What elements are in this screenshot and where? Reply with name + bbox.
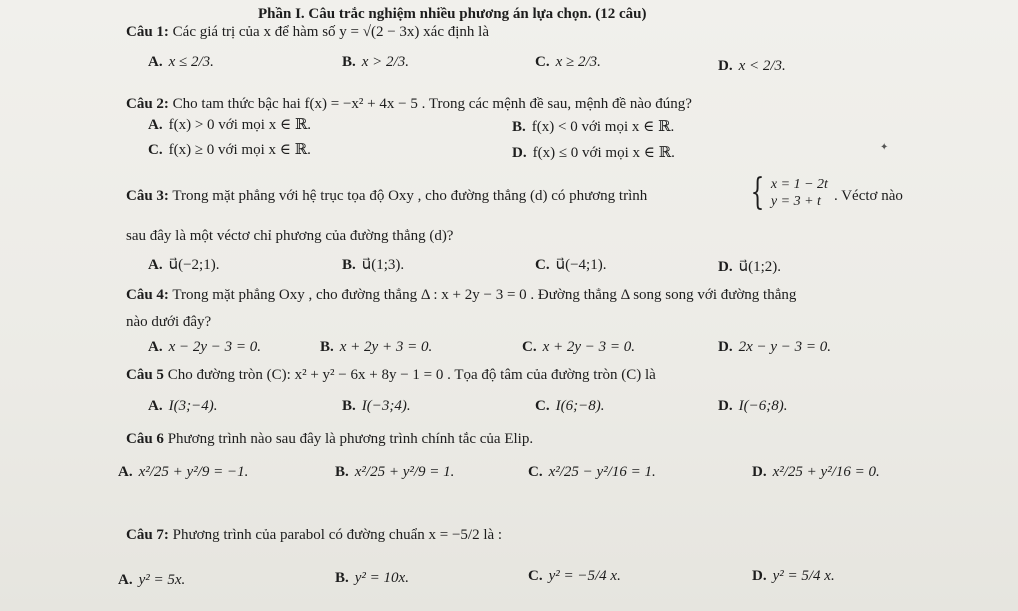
question-4 [126,285,796,305]
question-4-label: Câu 4: [126,287,169,303]
q7-option-c[interactable]: C. y² = −5/4 x. [528,568,621,584]
q5-option-c[interactable]: C. I(6;−8). [535,398,605,414]
question-5-label: Câu 5 [126,367,164,383]
q4-option-a[interactable]: A. x − 2y − 3 = 0. [148,339,262,355]
q5-option-d[interactable]: D. I(−6;8). [718,398,788,414]
q3-option-c[interactable]: C. u⃗(−4;1). [535,257,607,273]
question-3-system [746,172,828,213]
brace-icon: { [750,172,765,213]
system-row-2: y = 3 + t [770,194,821,209]
q1-option-b[interactable]: B. x > 2/3. [342,54,409,70]
question-2-text: Cho tam thức bậc hai f(x) = −x² + 4x − 5 . Trong các mệnh đề sau, mệnh đề nào đúng? [172,96,692,112]
question-7-label: Câu 7: [126,527,169,543]
q2-option-a[interactable]: A. f(x) > 0 với mọi x ∈ ℝ. [148,117,312,133]
question-3-label: Câu 3: [126,188,169,204]
question-1 [126,22,489,42]
question-6-text: Phương trình nào sau đây là phương trình chính tắc của Elip. [167,431,534,447]
question-3-text-after: . Véctơ nào [834,188,903,204]
question-2-label: Câu 2: [126,96,169,112]
q5-option-b[interactable]: B. I(−3;4). [342,398,411,414]
question-1-label: Câu 1: [126,24,169,40]
q1-option-a[interactable]: A. x ≤ 2/3. [148,54,214,70]
q7-option-d[interactable]: D. y² = 5/4 x. [752,568,835,584]
question-7-text: Phương trình của parabol có đường chuẩn x = −5/2 là : [172,527,503,543]
q3-option-d[interactable]: D. u⃗(1;2). [718,259,782,275]
system-row-1: x = 1 − 2t [770,177,828,192]
q4-option-d[interactable]: D. 2x − y − 3 = 0. [718,339,832,355]
question-7 [126,525,502,545]
question-6 [126,429,533,449]
q6-option-a[interactable]: A. x²/25 + y²/9 = −1. [118,464,249,480]
q1-option-d[interactable]: D. x < 2/3. [718,58,786,74]
q1-option-c[interactable]: C. x ≥ 2/3. [535,54,601,70]
speck-mark: ✦ [880,142,889,153]
q4-option-b[interactable]: B. x + 2y + 3 = 0. [320,339,433,355]
q7-option-a[interactable]: A. y² = 5x. [118,572,186,588]
question-6-label: Câu 6 [126,431,164,447]
q7-option-b[interactable]: B. y² = 10x. [335,570,409,586]
q2-option-b[interactable]: B. f(x) < 0 với mọi x ∈ ℝ. [512,119,675,135]
q3-option-b[interactable]: B. u⃗(1;3). [342,257,405,273]
question-5 [126,365,656,385]
question-2 [126,94,692,114]
q2-option-c[interactable]: C. f(x) ≥ 0 với mọi x ∈ ℝ. [148,142,311,158]
q4-option-c[interactable]: C. x + 2y − 3 = 0. [522,339,636,355]
question-1-text: Các giá trị của x để hàm số y = √(2 − 3x) xác định là [172,24,489,40]
section-header: Phần I. Câu trắc nghiệm nhiều phương án lựa chọn. (12 câu) [258,6,647,22]
q6-option-d[interactable]: D. x²/25 + y²/16 = 0. [752,464,880,480]
question-3-text2: sau đây là một véctơ chỉ phương của đường thẳng (d)? [126,228,454,244]
question-4-text: Trong mặt phẳng Oxy , cho đường thẳng Δ : x + 2y − 3 = 0 . Đường thẳng Δ song song với đường thẳng [172,287,797,303]
q6-option-c[interactable]: C. x²/25 − y²/16 = 1. [528,464,656,480]
q2-option-d[interactable]: D. f(x) ≤ 0 với mọi x ∈ ℝ. [512,145,675,161]
q6-option-b[interactable]: B. x²/25 + y²/9 = 1. [335,464,455,480]
question-3 [126,186,647,206]
q3-option-a[interactable]: A. u⃗(−2;1). [148,257,220,273]
question-3-text: Trong mặt phẳng với hệ trục tọa độ Oxy , cho đường thẳng (d) có phương trình [172,188,648,204]
question-4-text2: nào dưới đây? [126,314,212,330]
q5-option-a[interactable]: A. I(3;−4). [148,398,218,414]
question-5-text: Cho đường tròn (C): x² + y² − 6x + 8y − 1 = 0 . Tọa độ tâm của đường tròn (C) là [167,367,656,383]
